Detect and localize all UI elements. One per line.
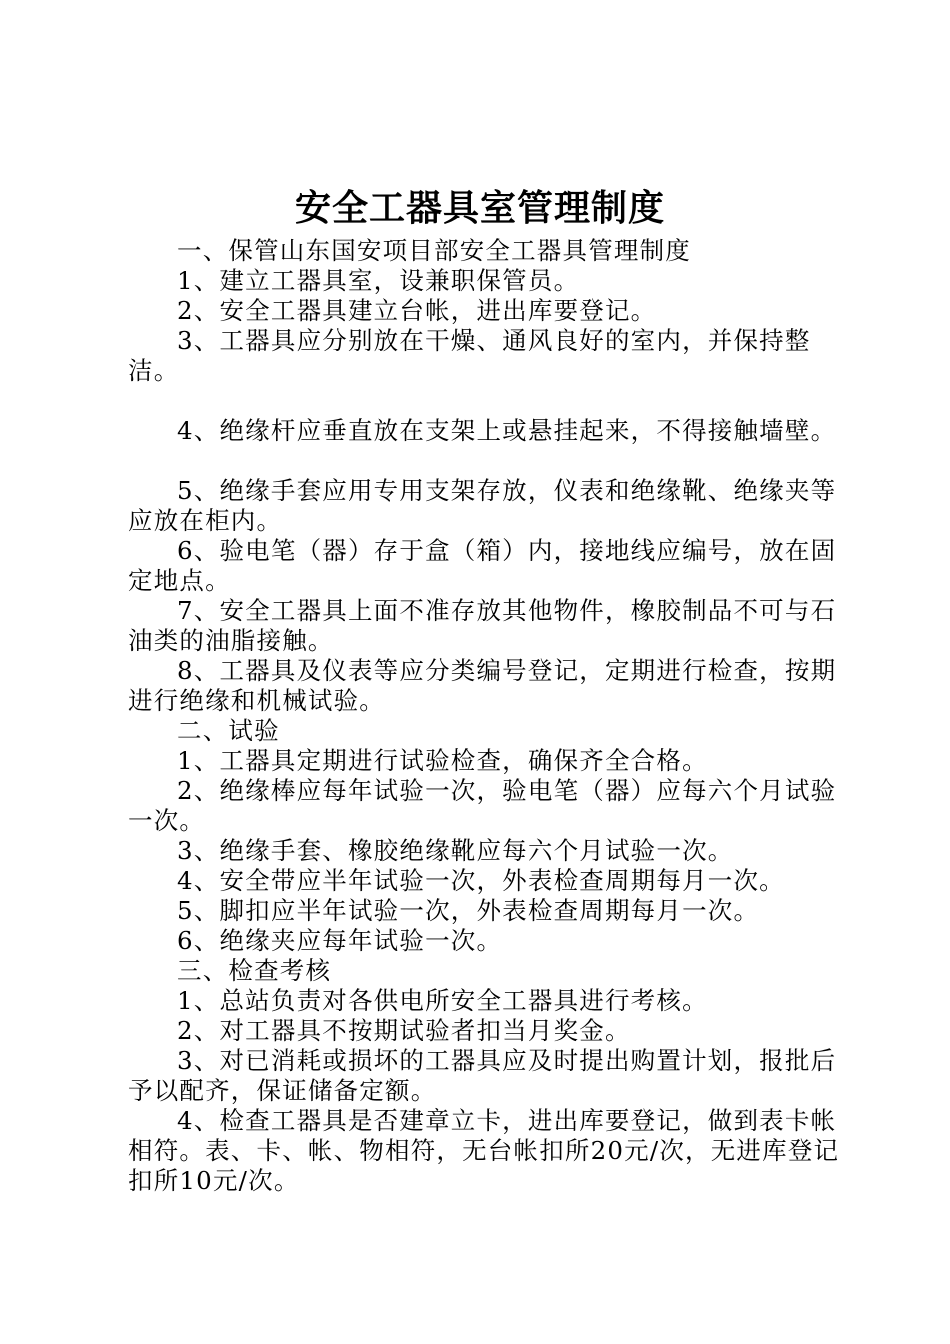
document-body	[128, 236, 844, 1196]
paragraph: 3、工器具应分别放在干燥、通风良好的室内，并保持整洁。	[128, 326, 811, 385]
section-heading-1: 一、保管山东国安项目部安全工器具管理制度	[177, 236, 691, 265]
paragraph: 8、工器具及仪表等应分类编号登记，定期进行检查，按期进行绝缘和机械试验。	[128, 656, 837, 715]
paragraph: 3、绝缘手套、橡胶绝缘靴应每六个月试验一次。	[177, 836, 734, 865]
paragraph: 5、脚扣应半年试验一次，外表检查周期每月一次。	[177, 896, 760, 925]
section-heading-3: 三、检查考核	[177, 956, 332, 985]
paragraph: 2、对工器具不按期试验者扣当月奖金。	[177, 1016, 631, 1045]
paragraph: 1、总站负责对各供电所安全工器具进行考核。	[177, 986, 708, 1015]
paragraph: 1、工器具定期进行试验检查，确保齐全合格。	[177, 746, 708, 775]
paragraph: 4、安全带应半年试验一次，外表检查周期每月一次。	[177, 866, 785, 895]
paragraph: 2、绝缘棒应每年试验一次，验电笔（器）应每六个月试验一次。	[128, 776, 837, 835]
section-heading-2: 二、试验	[177, 716, 280, 745]
paragraph: 4、绝缘杆应垂直放在支架上或悬挂起来，不得接触墙壁。	[177, 416, 837, 445]
paragraph: 3、对已消耗或损坏的工器具应及时提出购置计划，报批后予以配齐，保证储备定额。	[128, 1046, 837, 1105]
paragraph: 6、验电笔（器）存于盒（箱）内，接地线应编号，放在固定地点。	[128, 536, 837, 595]
paragraph: 7、安全工器具上面不准存放其他物件，橡胶制品不可与石油类的油脂接触。	[128, 596, 837, 655]
document-title: 安全工器具室管理制度	[294, 187, 665, 229]
paragraph: 6、绝缘夹应每年试验一次。	[177, 926, 503, 955]
paragraph: 4、检查工器具是否建章立卡，进出库要登记，做到表卡帐相符。表、卡、帐、物相符，无台帐扣所20元/次，无进库登记扣所10元/次。	[128, 1106, 840, 1195]
paragraph: 5、绝缘手套应用专用支架存放，仪表和绝缘靴、绝缘夹等应放在柜内。	[128, 476, 837, 535]
paragraph: 2、安全工器具建立台帐，进出库要登记。	[177, 296, 657, 325]
paragraph: 1、建立工器具室，设兼职保管员。	[177, 266, 580, 295]
